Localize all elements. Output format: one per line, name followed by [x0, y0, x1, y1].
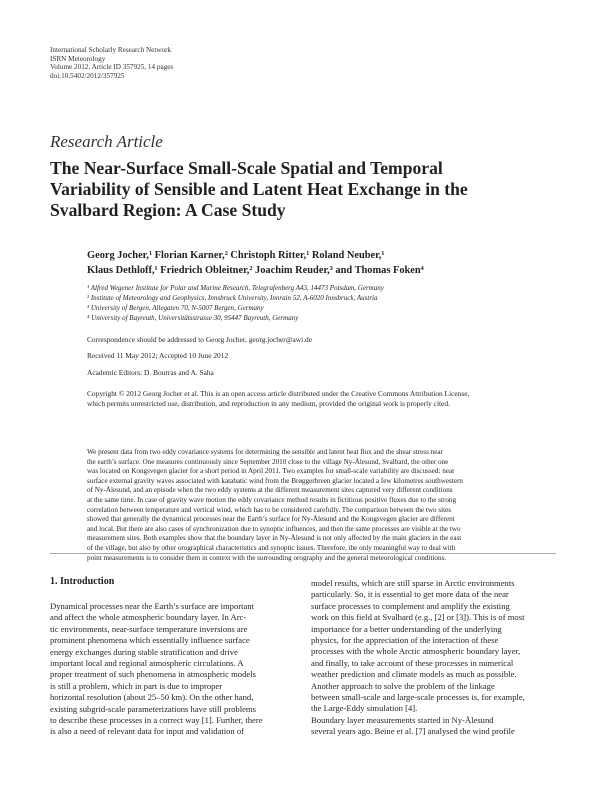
- journal-name: ISRN Meteorology: [50, 54, 106, 63]
- abstract-line: surface external gravity waves associated with katabatic wind from the Brøggerbreen glacier located a few kilometres southwestern: [87, 476, 463, 485]
- title-line: The Near-Surface Small-Scale Spatial and Temporal: [50, 158, 443, 178]
- abstract-line: and local. But there are also cases of synchronization due to synoptic influences, and then the same processes are visible at the two: [87, 524, 461, 533]
- left-column: [50, 601, 294, 738]
- author-list: [87, 248, 557, 278]
- body-line: tic environments, near-surface temperature inversions are: [50, 623, 248, 634]
- body-line: prominent phenomena which essentially influence surface: [50, 635, 250, 646]
- body-line: physics, for the appreciation of the interaction of these: [311, 635, 499, 646]
- abstract-line: of Ny-Ålesund, and an episode when the two eddy systems at the different measurement sites captured very different conditions: [87, 486, 453, 495]
- body-line: and affect the whole atmospheric boundary layer. In Arc-: [50, 612, 247, 623]
- section-divider: [50, 553, 556, 554]
- body-line: important local and regional atmospheric circulations. A: [50, 658, 244, 669]
- body-line: Another approach to solve the problem of the linkage: [311, 680, 495, 691]
- body-line: Dynamical processes near the Earth’s surface are important: [50, 601, 255, 611]
- body-line: energy exchanges during stable stratification and drive: [50, 646, 238, 657]
- journal-network: International Scholarly Research Network: [50, 46, 172, 54]
- abstract: [87, 448, 555, 563]
- body-line: the Large-Eddy simulation [4].: [311, 703, 418, 714]
- abstract-line: We present data from two eddy covariance systems for determining the sensible and latent heat flux and the shear stress near: [87, 448, 443, 456]
- copyright-notice: [87, 389, 555, 408]
- section-heading: 1. Introduction: [50, 576, 115, 587]
- affiliation: ⁴ University of Bayreuth, Universitätsstrasse 30, 95447 Bayreuth, Germany: [87, 314, 299, 322]
- body-line: to describe these processes in a correct way [1]. Further, there: [50, 715, 263, 726]
- affiliation: ³ University of Bergen, Allegaten 70, N-5007 Bergen, Germany: [87, 304, 264, 312]
- body-line: proper treatment of such phenomena in atmospheric models: [50, 669, 256, 680]
- abstract-line: showed that generally the dynamical processes near the Earth’s surface for Ny-Ålesund and the Kongsvegen glacier are different: [87, 515, 455, 524]
- body-line: between small-scale and large-scale processes is, for example,: [311, 692, 525, 703]
- abstract-line: was located on Kongsvegen glacier for a short period in April 2011. Two examples for small-scale variability are discussed: near: [87, 467, 455, 476]
- body-line: importance for a better understanding of the underlying: [311, 623, 502, 634]
- body-line: existing subgrid-scale parameterizations have still problems: [50, 703, 256, 714]
- body-line: and finally, to take account of these processes in numerical: [311, 657, 514, 668]
- body-line: is also a need of relevant data for input and validation of: [50, 726, 245, 737]
- body-line: particularly. So, it is essential to get more data of the near: [311, 589, 509, 600]
- title-line: Variability of Sensible and Latent Heat Exchange in the: [50, 179, 468, 199]
- body-line: is still a problem, which in part is due to improper: [50, 680, 223, 691]
- body-line: model results, which are still sparse in Arctic environments: [311, 578, 515, 588]
- right-column: [311, 578, 555, 738]
- copyright-line: Copyright © 2012 Georg Jocher et al. This is an open access article distributed under the Creative Commons Attribution License,: [87, 389, 470, 398]
- journal-info: [50, 46, 173, 80]
- authors-line: Klaus Dethloff,¹ Friedrich Obleitner,² Joachim Reuder,³ and Thomas Foken⁴: [87, 265, 424, 276]
- abstract-line: correlation between temperature and vertical wind, which has to be considered carefully. The comparison between the two sites: [87, 505, 452, 514]
- body-line: several years ago. Beine et al. [7] analysed the wind profile: [311, 726, 515, 737]
- journal-volume: Volume 2012, Article ID 357925, 14 pages: [50, 63, 174, 72]
- body-line: weather prediction and climate models as much as possible.: [311, 669, 517, 680]
- body-line: horizontal resolution (about 25–50 km). On the other hand,: [50, 692, 254, 703]
- affiliation: ¹ Alfred Wegener Institute for Polar and Marine Research, Telegrafenberg A43, 14473 Potsdam, Germany: [87, 284, 384, 292]
- journal-doi: doi:10.5402/2012/357925: [50, 71, 125, 80]
- abstract-line: at the same time. In case of gravity wave motion the eddy covariance method results in fictitious positive fluxes due to the strong: [87, 495, 457, 504]
- affiliations: [87, 283, 384, 323]
- copyright-line: which permits unrestricted use, distribution, and reproduction in any medium, provided the original work is properly cited.: [87, 398, 450, 408]
- dates: Received 11 May 2012; Accepted 10 June 2012: [87, 351, 229, 360]
- affiliation: ² Institute of Meteorology and Geophysics, Innsbruck University, Innrain 52, A-6020 Innsbruck, Austria: [87, 294, 378, 302]
- academic-editors: Academic Editors: D. Bourras and A. Saha: [87, 368, 214, 377]
- body-line: Boundary layer measurements started in Ny-Ålesund: [311, 714, 494, 725]
- abstract-line: measurement sites. Both examples show that the boundary layer in Ny-Ålesund is not only affected by the main glaciers in the east: [87, 534, 462, 543]
- correspondence: Correspondence should be addressed to Georg Jocher, georg.jocher@awi.de: [87, 335, 313, 344]
- authors-line: Georg Jocher,¹ Florian Karner,² Christoph Ritter,¹ Roland Neuber,¹: [87, 250, 385, 261]
- title-line: Svalbard Region: A Case Study: [50, 200, 286, 220]
- abstract-line: the earth’s surface. One measures continuously since September 2010 close to the village Ny-Ålesund, Svalbard, the other one: [87, 457, 449, 466]
- article-type: Research Article: [50, 132, 163, 151]
- body-line: processes with the whole Arctic atmospheric boundary layer,: [311, 646, 521, 657]
- body-line: work on this field at Svalbard (e.g., [2] or [3]). This is of most: [311, 612, 525, 623]
- abstract-line: point measurements is to consider them in context with the surrounding orography and the general meteorological conditions.: [87, 553, 447, 562]
- paper-title: [50, 158, 530, 221]
- body-line: surface processes to complement and amplify the existing: [311, 600, 510, 611]
- abstract-line: of the village, but also by other orographical characteristics and synoptic issues. Therefore, the only meaningful way to deal with: [87, 543, 456, 552]
